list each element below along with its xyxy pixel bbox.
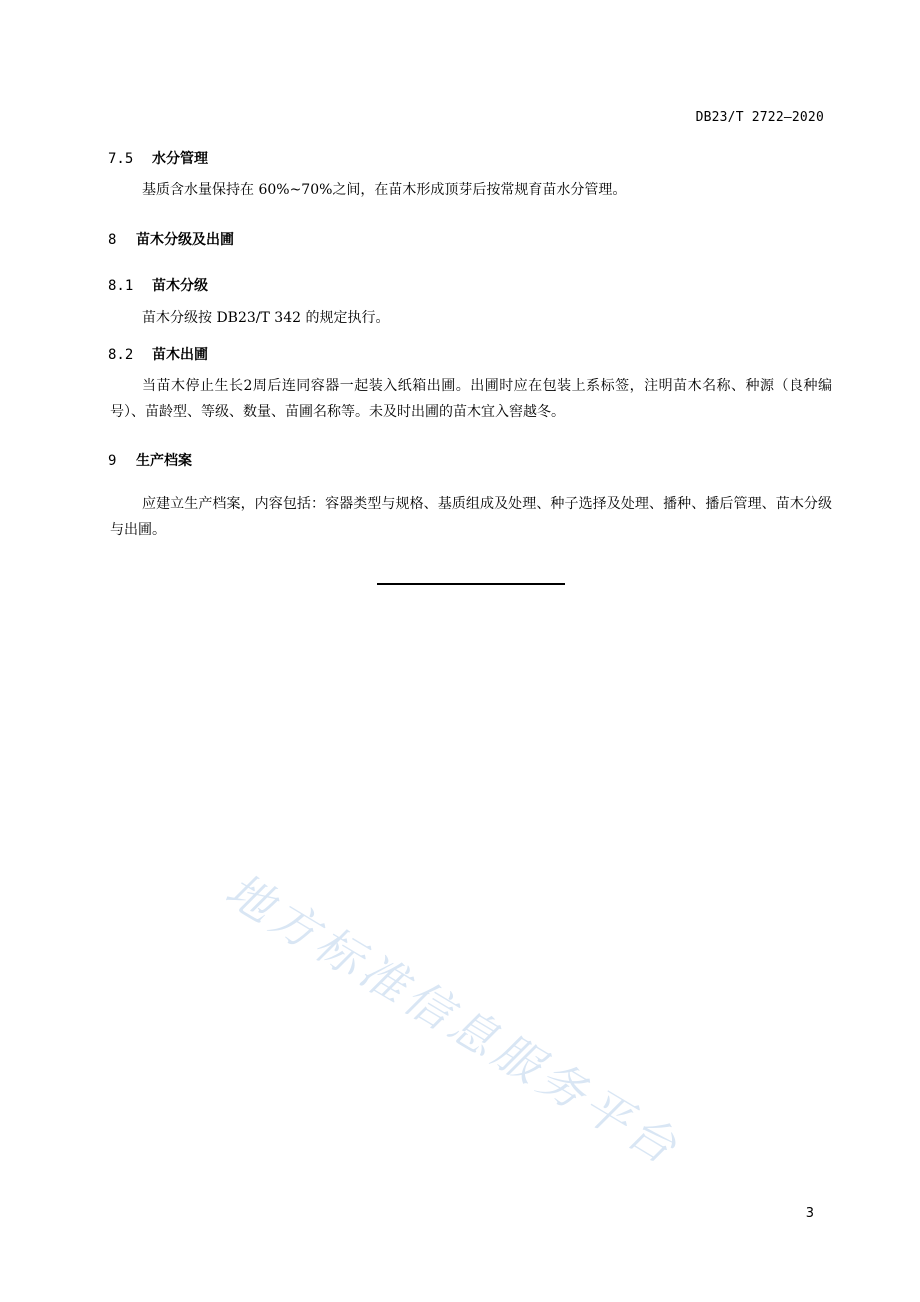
paragraph-7-5: 基质含水量保持在 60%~70%之间，在苗木形成顶芽后按常规育苗水分管理。 bbox=[142, 182, 627, 198]
section-title: 苗木分级 bbox=[152, 278, 208, 294]
heading-8-1 bbox=[108, 275, 208, 295]
section-number: 8 bbox=[108, 232, 117, 248]
section-title: 水分管理 bbox=[152, 151, 208, 167]
watermark: 地方标准信息服务平台 bbox=[216, 862, 691, 1177]
paragraph-8-1: 苗木分级按 DB23/T 342 的规定执行。 bbox=[142, 310, 390, 326]
section-number: 9 bbox=[108, 453, 117, 469]
paragraph-8-2: 当苗木停止生长2周后连同容器一起装入纸箱出圃。出圃时应在包装上系标签，注明苗木名称、种源（良种编号）、苗龄型、等级、数量、苗圃名称等。未及时出圃的苗木宜入窖越冬。 bbox=[110, 378, 832, 420]
end-rule bbox=[377, 583, 565, 585]
section-title: 苗木分级及出圃 bbox=[136, 232, 234, 248]
heading-8-2 bbox=[108, 344, 208, 364]
heading-7-5 bbox=[108, 148, 208, 168]
section-number: 8.2 bbox=[108, 347, 134, 363]
standard-code: DB23/T 2722—2020 bbox=[695, 110, 824, 125]
section-title: 生产档案 bbox=[136, 453, 192, 469]
paragraph-9: 应建立生产档案，内容包括：容器类型与规格、基质组成及处理、种子选择及处理、播种、播后管理、苗木分级与出圃。 bbox=[110, 496, 832, 538]
heading-8 bbox=[108, 229, 234, 249]
heading-9 bbox=[108, 450, 192, 470]
section-number: 8.1 bbox=[108, 278, 134, 294]
section-number: 7.5 bbox=[108, 151, 134, 167]
section-title: 苗木出圃 bbox=[152, 347, 208, 363]
page-number: 3 bbox=[805, 1206, 814, 1221]
